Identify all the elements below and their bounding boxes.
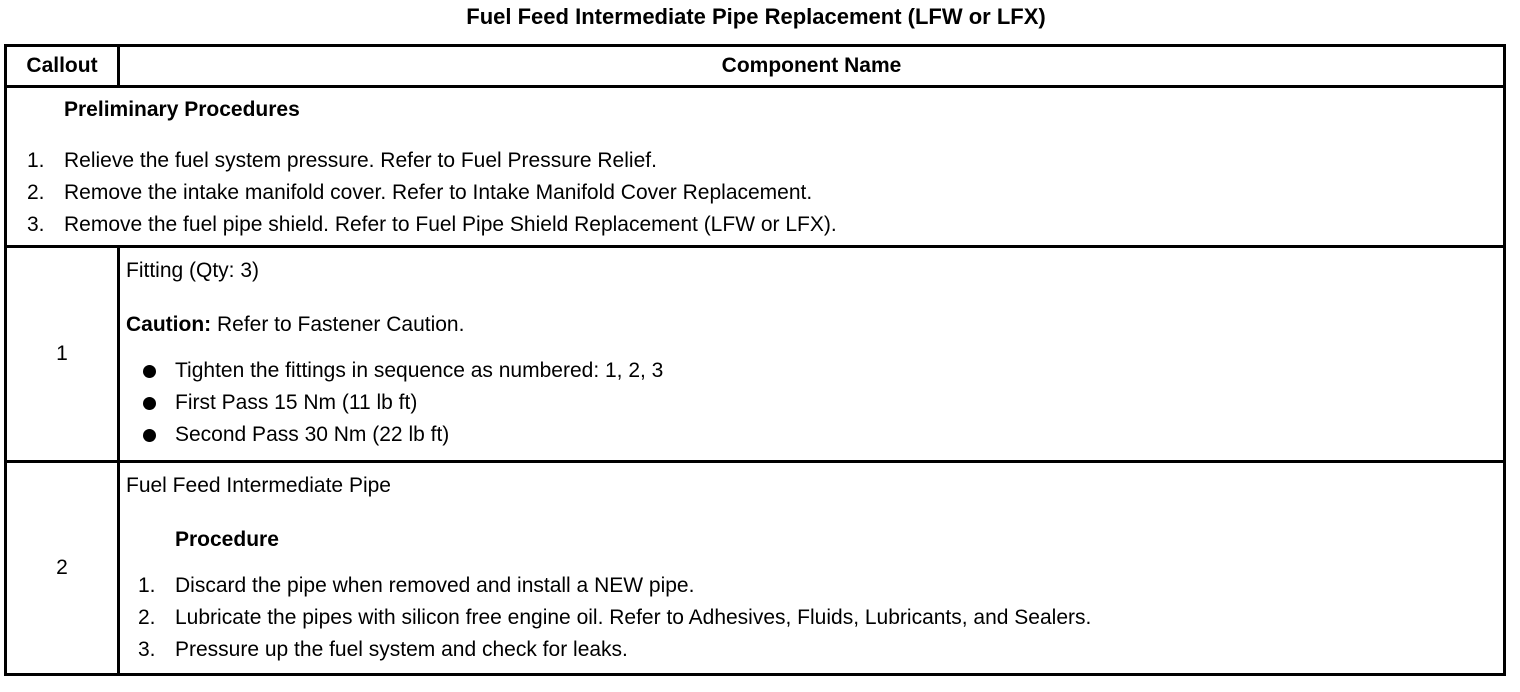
- list-item: [7, 177, 1503, 209]
- step-number: 1.: [27, 149, 45, 172]
- step-text: Remove the intake manifold cover. Refer to Intake Manifold Cover Replacement.: [64, 181, 813, 204]
- component-name: Fuel Feed Intermediate Pipe: [126, 474, 391, 497]
- table-row: [6, 462, 1505, 675]
- procedure-steps: [126, 570, 1503, 666]
- step-number: 1.: [138, 574, 156, 597]
- bullet-icon: [143, 397, 156, 410]
- list-item: [7, 209, 1503, 241]
- step-text: Discard the pipe when removed and install a NEW pipe.: [175, 574, 695, 597]
- bullet-text: Tighten the fittings in sequence as numbered: 1, 2, 3: [175, 359, 664, 382]
- list-item: [126, 634, 1503, 666]
- component-cell: [119, 247, 1505, 462]
- step-number: 2.: [27, 181, 45, 204]
- bullet-text: Second Pass 30 Nm (22 lb ft): [175, 423, 450, 446]
- bullet-icon: [143, 365, 156, 378]
- list-item: [126, 419, 1503, 451]
- document-title: Fuel Feed Intermediate Pipe Replacement (LFW or LFX): [466, 4, 1046, 29]
- step-text: Relieve the fuel system pressure. Refer to Fuel Pressure Relief.: [64, 149, 657, 172]
- table-header-row: [6, 46, 1505, 87]
- list-item: [126, 602, 1503, 634]
- table-row: [6, 247, 1505, 462]
- preliminary-cell: [6, 87, 1505, 247]
- list-item: [126, 387, 1503, 419]
- torque-bullets: [126, 355, 1503, 451]
- list-item: [7, 145, 1503, 177]
- step-number: 3.: [138, 638, 156, 661]
- bullet-text: First Pass 15 Nm (11 lb ft): [175, 391, 418, 414]
- component-cell: [119, 462, 1505, 675]
- step-number: 3.: [27, 213, 45, 236]
- caution-note: [126, 309, 1503, 341]
- preliminary-heading: Preliminary Procedures: [64, 98, 300, 121]
- caution-label: Caution:: [126, 313, 212, 336]
- component-name: Fitting (Qty: 3): [126, 259, 260, 282]
- bullet-icon: [143, 429, 156, 442]
- list-item: [126, 355, 1503, 387]
- preliminary-row: [6, 87, 1505, 247]
- callout-cell: 2: [6, 462, 119, 675]
- component-name-header: Component Name: [119, 46, 1505, 87]
- step-text: Pressure up the fuel system and check for leaks.: [175, 638, 628, 661]
- step-number: 2.: [138, 606, 156, 629]
- procedure-heading: Procedure: [175, 528, 279, 551]
- step-text: Remove the fuel pipe shield. Refer to Fuel Pipe Shield Replacement (LFW or LFX).: [64, 213, 837, 236]
- callout-header: Callout: [6, 46, 119, 87]
- callout-cell: 1: [6, 247, 119, 462]
- caution-text: Refer to Fastener Caution.: [211, 313, 465, 336]
- step-text: Lubricate the pipes with silicon free engine oil. Refer to Adhesives, Fluids, Lubricants, and Sealers.: [175, 606, 1092, 629]
- component-table: [4, 44, 1506, 676]
- list-item: [126, 570, 1503, 602]
- preliminary-steps: [7, 145, 1503, 241]
